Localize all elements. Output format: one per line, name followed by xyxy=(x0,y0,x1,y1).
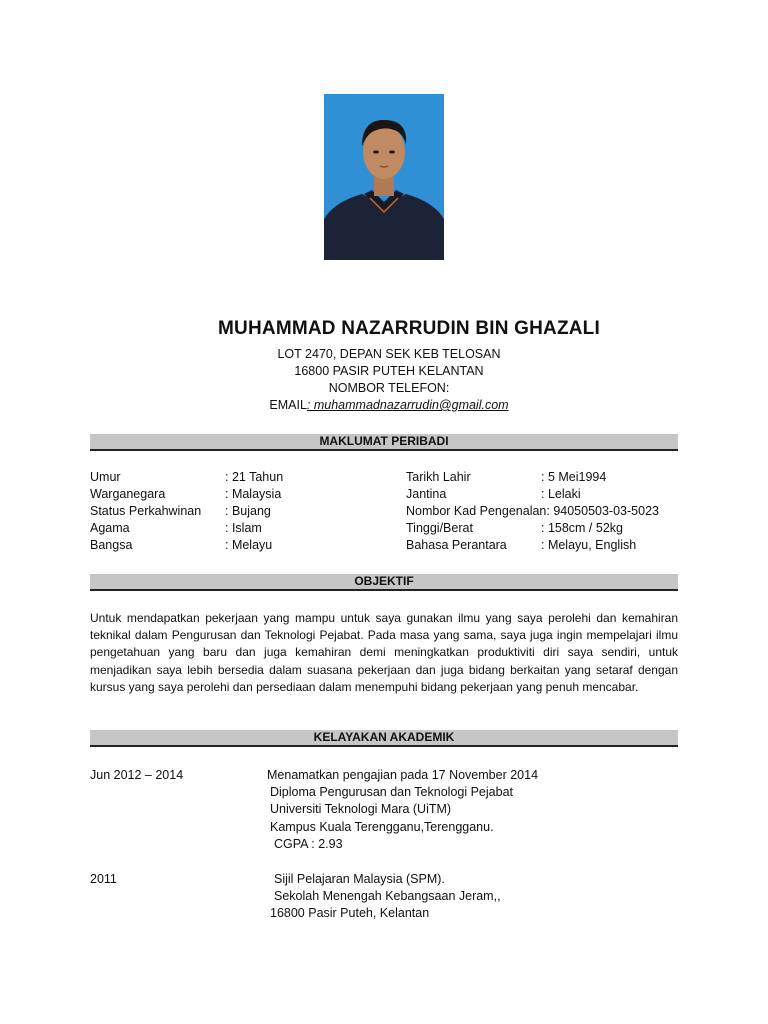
personal-row-ic-number xyxy=(406,504,686,521)
applicant-name: MUHAMMAD NAZARRUDIN BIN GHAZALI xyxy=(218,318,600,339)
profile-photo xyxy=(324,94,444,260)
academic-period-spm: 2011 xyxy=(90,872,117,886)
field-value: : Melayu, English xyxy=(541,538,637,552)
academic-entry-diploma xyxy=(267,767,687,853)
personal-row-nationality xyxy=(90,487,390,504)
personal-row-race xyxy=(90,538,390,555)
personal-row-age xyxy=(90,470,390,487)
field-label: Bangsa xyxy=(90,538,133,552)
field-value: : Malaysia xyxy=(225,487,282,501)
field-label: Umur xyxy=(90,470,121,484)
section-header-objective: OBJEKTIF xyxy=(90,574,678,591)
field-value: : 94050503-03-5023 xyxy=(546,504,659,518)
academic-entry-spm xyxy=(270,871,690,923)
personal-left-column xyxy=(90,470,390,555)
personal-row-languages xyxy=(406,538,686,555)
academic-line: Sijil Pelajaran Malaysia (SPM). xyxy=(274,872,445,886)
field-value: : 158cm / 52kg xyxy=(541,521,623,535)
field-value: : 21 Tahun xyxy=(225,470,284,484)
academic-line: CGPA : 2.93 xyxy=(274,836,343,851)
email-label: EMAIL xyxy=(269,398,307,412)
academic-line: Diploma Pengurusan dan Teknologi Pejabat xyxy=(270,785,513,800)
objective-paragraph: Untuk mendapatkan pekerjaan yang mampu untuk saya gunakan ilmu yang saya perolehi dan kemahiran teknikal dalam Pengurusan dan Teknologi Pejabat. Pada masa yang sama, saya juga ingin mempelajari ilmu pengetahuan yang baru dan juga kemahiran demi meningkatkan produktiviti diri saya sendiri, untuk menjadikan saya lebih bersedia dalam suasana pekerjaan dan juga bidang berkaitan yang setaraf dengan kursus yang saya perolehi dan persediaan dalam menempuhi bidang pekerjaan yang penuh mencabar. xyxy=(90,611,678,694)
email-value[interactable]: : muhammadnazarrudin@gmail.com xyxy=(306,398,509,412)
field-label: Status Perkahwinan xyxy=(90,504,202,518)
field-value: : Melayu xyxy=(225,538,273,552)
personal-row-marital-status xyxy=(90,504,390,521)
field-value: : Bujang xyxy=(225,504,271,518)
academic-period-diploma: Jun 2012 – 2014 xyxy=(90,768,184,782)
academic-line: Universiti Teknologi Mara (UiTM) xyxy=(270,802,452,817)
section-header-academic: KELAYAKAN AKADEMIK xyxy=(90,730,678,747)
phone-label: NOMBOR TELEFON: xyxy=(328,381,450,395)
field-label: Jantina xyxy=(406,487,447,501)
academic-line: 16800 Pasir Puteh, Kelantan xyxy=(270,906,430,921)
field-value: : 5 Mei1994 xyxy=(541,470,607,484)
field-label: Agama xyxy=(90,521,130,535)
address-line-2: 16800 PASIR PUTEH KELANTAN xyxy=(294,364,484,378)
personal-right-column xyxy=(406,470,686,555)
field-label: Warganegara xyxy=(90,487,166,501)
academic-line: Kampus Kuala Terengganu,Terengganu. xyxy=(270,819,494,834)
academic-line: Sekolah Menengah Kebangsaan Jeram,, xyxy=(274,889,501,904)
section-header-personal: MAKLUMAT PERIBADI xyxy=(90,434,678,451)
person-portrait-image xyxy=(324,94,444,260)
field-value: : Islam xyxy=(225,521,262,535)
academic-line: Menamatkan pengajian pada 17 November 2014 xyxy=(267,768,539,782)
personal-row-religion xyxy=(90,521,390,538)
field-label: Bahasa Perantara xyxy=(406,538,507,552)
address-line-1: LOT 2470, DEPAN SEK KEB TELOSAN xyxy=(277,347,501,361)
field-label: Tinggi/Berat xyxy=(406,521,473,535)
personal-row-birth-date xyxy=(406,470,686,487)
field-value: : Lelaki xyxy=(541,487,581,501)
personal-row-height-weight xyxy=(406,521,686,538)
field-label: Nombor Kad Pengenalan xyxy=(406,504,547,518)
field-label: Tarikh Lahir xyxy=(406,470,471,484)
email-line xyxy=(0,398,768,412)
personal-row-gender xyxy=(406,487,686,504)
